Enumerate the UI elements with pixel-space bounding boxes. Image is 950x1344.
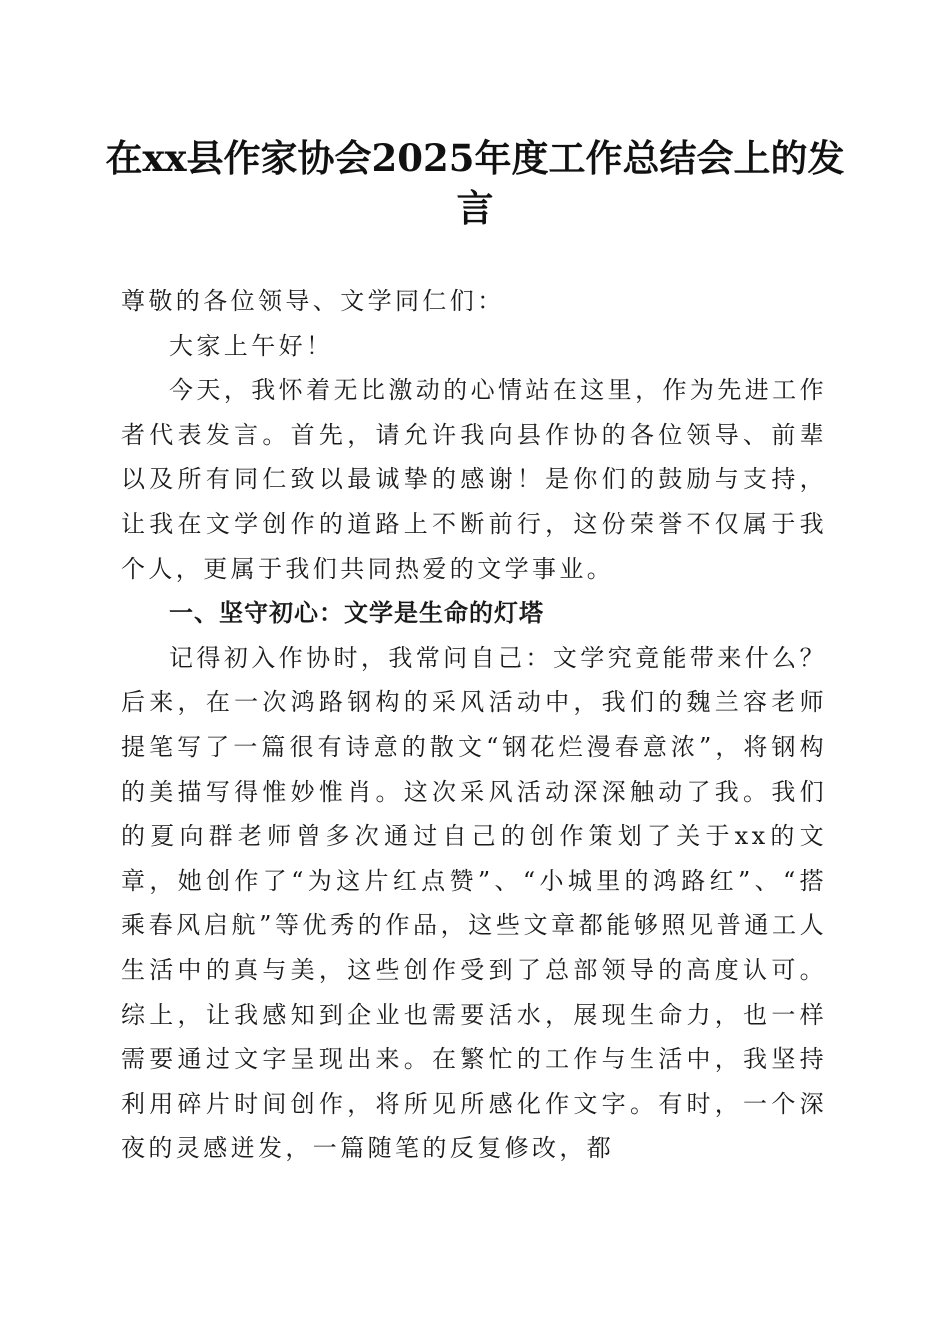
document-title: 在xx县作家协会2025年度工作总结会上的发言 xyxy=(105,136,845,230)
paragraph-body: 记得初入作协时，我常问自己：文学究竟能带来什么？后来，在一次鸿路钢构的采风活动中，我们的魏兰容老师提笔写了一篇很有诗意的散文“钢花烂漫春意浓”，将钢构的美描写得惟妙惟肖。这次采风活动深深触动了我。我们的夏向群老师曾多次通过自己的创作策划了关于xx的文章，她创作了“为这片红点赞”、“小城里的鸿路红”、“搭乘春风启航”等优秀的作品，这些文章都能够照见普通工人生活中的真与美，这些创作受到了总部领导的高度认可。综上，让我感知到企业也需要活水，展现生命力，也一样需要通过文字呈现出来。在繁忙的工作与生活中，我坚持利用碎片时间创作，将所见所感化作文字。有时，一个深夜的灵感迸发，一篇随笔的反复修改，都 xyxy=(121,643,827,1163)
section-heading: 一、坚守初心：文学是生命的灯塔 xyxy=(169,599,544,628)
document-body xyxy=(121,279,827,1171)
greeting: 大家上午好！ xyxy=(169,331,334,360)
paragraph-intro: 今天，我怀着无比激动的心情站在这里，作为先进工作者代表发言。首先，请允许我向县作协的各位领导、前辈以及所有同仁致以最诚挚的感谢！是你们的鼓励与支持，让我在文学创作的道路上不断前行，这份荣誉不仅属于我个人，更属于我们共同热爱的文学事业。 xyxy=(121,376,827,583)
salutation: 尊敬的各位领导、文学同仁们： xyxy=(121,287,505,315)
